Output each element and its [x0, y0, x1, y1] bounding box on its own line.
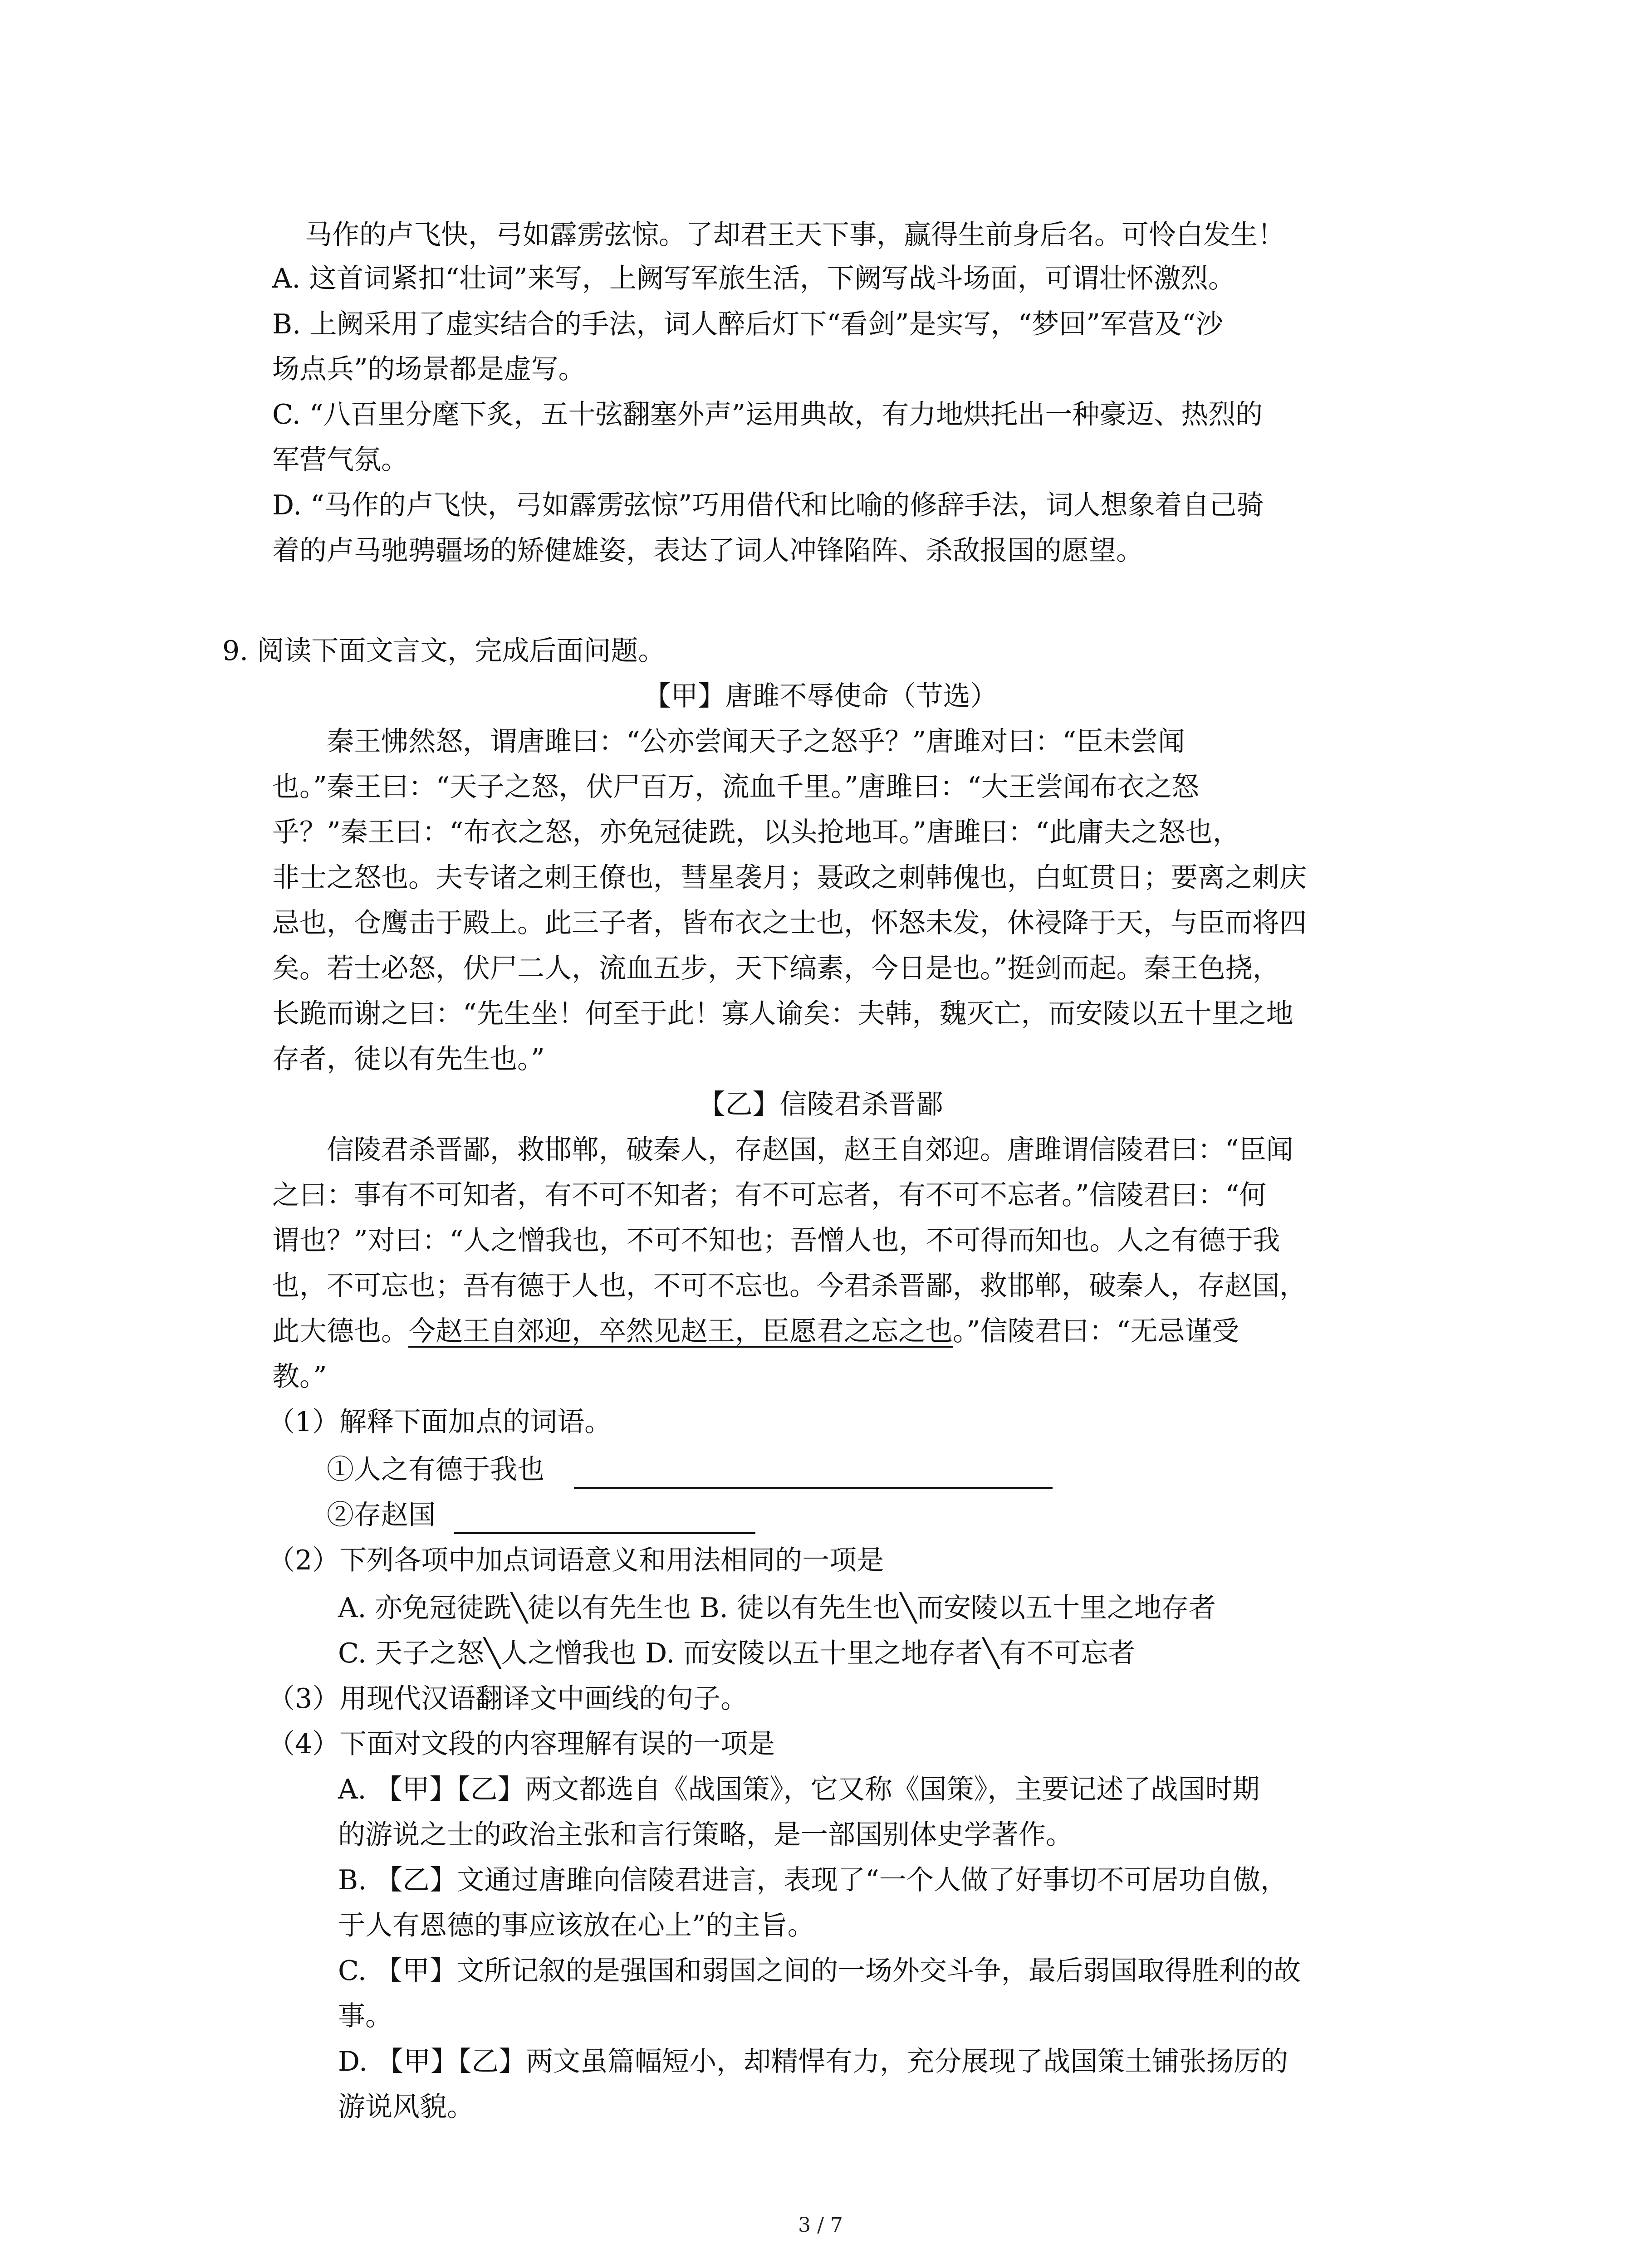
prev-option-b-line2: 场点兵”的场景都是虚写。: [272, 353, 586, 385]
yi-line-4: 也，不可忘也；吾有德于人也，不可不忘也。今君杀晋鄙，救邯郸，破秦人，存赵国，: [272, 1270, 1307, 1302]
passage-jia-title: 【甲】唐雎不辱使命（节选）: [643, 680, 998, 712]
prev-option-d-line1: D. “马作的卢飞快，弓如霹雳弦惊”巧用借代和比喻的修辞手法，词人想象着自己骑: [272, 489, 1264, 521]
sub4-option-a-line2: 的游说之士的政治主张和言行策略，是一部国别体史学著作。: [338, 1819, 1073, 1851]
page-number: 3 / 7: [798, 2214, 843, 2237]
jia-line-2: 也。”秦王曰：“天子之怒，伏尸百万，流血千里。”唐雎曰：“大王尝闻布衣之怒: [272, 771, 1199, 803]
sub4-option-a-line1: A. 【甲】【乙】两文都选自《战国策》，它又称《国策》，主要记述了战国时期: [338, 1774, 1260, 1805]
sub1-item-1: ①人之有德于我也: [327, 1454, 544, 1486]
sub2-stem: （2）下列各项中加点词语意义和用法相同的一项是: [268, 1545, 884, 1576]
yi-line-6: 教。”: [272, 1361, 327, 1393]
yi-line-5-post: 。”信陵君曰：“无忌谨受: [953, 1315, 1239, 1347]
sub1-item-2: ②存赵国: [327, 1499, 436, 1531]
jia-line-5: 忌也，仓鹰击于殿上。此三子者，皆布衣之士也，怀怒未发，休祲降于天，与臣而将四: [272, 907, 1307, 939]
yi-line-5: [272, 1313, 1239, 1349]
sub4-option-d-line2: 游说风貌。: [338, 2091, 474, 2123]
sub4-option-c-line2: 事。: [338, 2000, 392, 2032]
sub1-stem: （1）解释下面加点的词语。: [268, 1406, 612, 1438]
q9-stem: 9. 阅读下面文言文，完成后面问题。: [222, 635, 666, 667]
sub4-stem: （4）下面对文段的内容理解有误的一项是: [268, 1728, 775, 1760]
sub4-option-b-line2: 于人有恩德的事应该放在心上”的主旨。: [338, 1910, 815, 1941]
jia-line-6: 矣。若士必怒，伏尸二人，流血五步，天下缟素，今日是也。”挺剑而起。秦王色挠，: [272, 953, 1280, 984]
jia-line-7: 长跪而谢之曰：“先生坐！何至于此！寡人谕矣：夫韩，魏灭亡，而安陵以五十里之地: [272, 998, 1293, 1030]
sub3-stem: （3）用现代汉语翻译文中画线的句子。: [268, 1683, 748, 1715]
yi-line-5-pre: 此大德也。: [272, 1315, 408, 1347]
answer-blank-2[interactable]: [454, 1532, 755, 1534]
jia-line-8: 存者，徒以有先生也。”: [272, 1043, 545, 1075]
prev-option-c-line1: C. “八百里分麾下炙，五十弦翻塞外声”运用典故，有力地烘托出一种豪迈、热烈的: [272, 399, 1263, 430]
poem-last-line: 马作的卢飞快，弓如霹雳弦惊。了却君王天下事，赢得生前身后名。可怜白发生！: [305, 219, 1285, 251]
sub4-option-d-line1: D. 【甲】【乙】两文虽篇幅短小，却精悍有力，充分展现了战国策土铺张扬厉的: [338, 2046, 1288, 2077]
sub4-option-c-line1: C. 【甲】文所记叙的是强国和弱国之间的一场外交斗争，最后弱国取得胜利的故: [338, 1955, 1301, 1987]
jia-line-1: 秦王怫然怒，谓唐雎曰：“公亦尝闻天子之怒乎？”唐雎对曰：“臣未尝闻: [327, 726, 1185, 758]
prev-option-b-line1: B. 上阙采用了虚实结合的手法，词人醉后灯下“看剑”是实写，“梦回”军营及“沙: [272, 308, 1223, 340]
sub4-option-b-line1: B. 【乙】文通过唐雎向信陵君进言，表现了“一个人做了好事切不可居功自傲，: [338, 1864, 1288, 1896]
yi-line-1: 信陵君杀晋鄙，救邯郸，破秦人，存赵国，赵王自郊迎。唐雎谓信陵君曰：“臣闻: [327, 1134, 1293, 1166]
jia-line-3: 乎？”秦王曰：“布衣之怒，亦免冠徒跣，以头抢地耳。”唐雎曰：“此庸夫之怒也，: [272, 816, 1240, 848]
yi-line-3: 谓也？”对曰：“人之憎我也，不可不知也；吾憎人也，不可得而知也。人之有德于我: [272, 1225, 1280, 1256]
prev-option-c-line2: 军营气氛。: [272, 444, 408, 476]
prev-option-d-line2: 着的卢马驰骋疆场的矫健雄姿，表达了词人冲锋陷阵、杀敌报国的愿望。: [272, 535, 1143, 567]
answer-blank-1[interactable]: [574, 1487, 1053, 1489]
underlined-sentence: 今赵王自郊迎，卒然见赵王，臣愿君之忘之也: [408, 1315, 953, 1347]
jia-line-4: 非士之怒也。夫专诸之刺王僚也，彗星袭月；聂政之刺韩傀也，白虹贯日；要离之刺庆: [272, 862, 1307, 894]
prev-option-a: A. 这首词紧扣“壮词”来写，上阙写军旅生活，下阙写战斗场面，可谓壮怀激烈。: [272, 263, 1235, 294]
sub2-options-row-2: C. 天子之怒╲人之憎我也 D. 而安陵以五十里之地存者╲有不可忘者: [338, 1637, 1136, 1669]
passage-yi-title: 【乙】信陵君杀晋鄙: [698, 1089, 943, 1120]
yi-line-2: 之曰：事有不可知者，有不可不知者；有不可忘者，有不可不忘者。”信陵君曰：“何: [272, 1179, 1267, 1211]
sub2-options-row-1: A. 亦免冠徒跣╲徒以有先生也 B. 徒以有先生也╲而安陵以五十里之地存者: [338, 1592, 1216, 1624]
